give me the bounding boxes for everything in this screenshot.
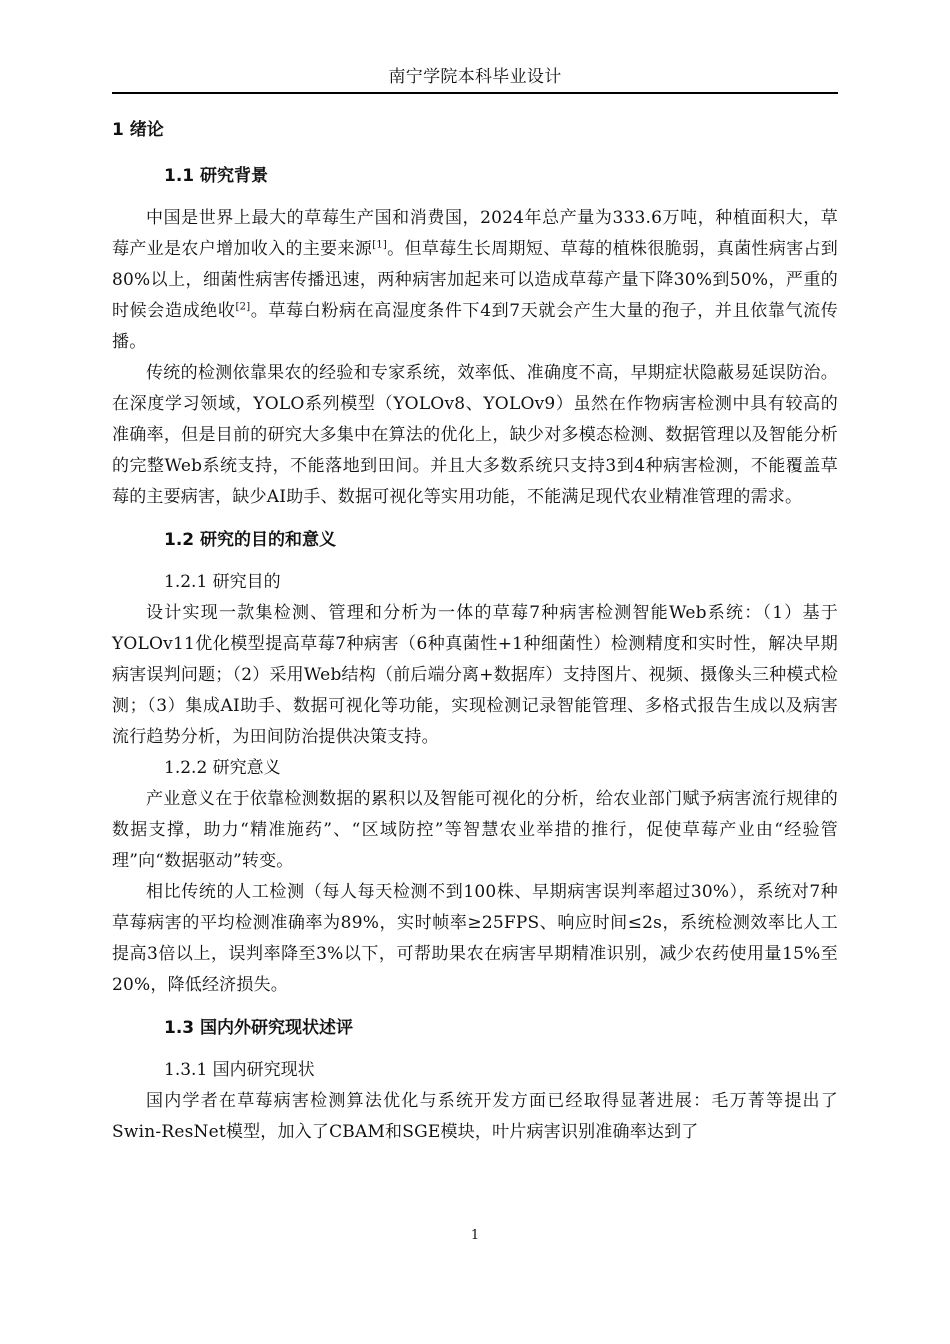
paragraph-significance-1: 产业意义在于依靠检测数据的累积以及智能可视化的分析，给农业部门赋予病害流行规律的数据支撑，助力“精准施药”、“区域防控”等智慧农业举措的推行，促使草莓产业由“经验管理”向“数据驱动”转变。 bbox=[112, 789, 838, 871]
paragraph-purpose: 设计实现一款集检测、管理和分析为一体的草莓7种病害检测智能Web系统：（1）基于YOLOv11优化模型提高草莓7种病害（6种真菌性+1种细菌性）检测精度和实时性，解决早期病害误判问题；（2）采用Web结构（前后端分离+数据库）支持图片、视频、摄像头三种模式检测；（3）集成AI助手、数据可视化等功能，实现检测记录智能管理、多格式报告生成以及病害流行趋势分析，为田间防治提供决策支持。 bbox=[112, 603, 838, 747]
page-number: 1 bbox=[470, 1228, 480, 1243]
section-heading-1-1: 1.1 研究背景 bbox=[164, 166, 269, 186]
paragraph-text: 。草莓白粉病在高湿度条件下4到7天就会产生大量的孢子，并且依靠气流传播。 bbox=[112, 301, 838, 352]
paragraph-text: 。但草莓生长周期短、草莓的植株很脆弱，真菌性病害占到80%以上，细菌性病害传播迅速，两种病害加起来可以造成草莓产量下降30%到50%，严重的时候会造成绝收 bbox=[112, 239, 839, 321]
paragraph-domestic-research: 国内学者在草莓病害检测算法优化与系统开发方面已经取得显著进展：毛万菁等提出了Swin-ResNet模型，加入了CBAM和SGE模块，叶片病害识别准确率达到了 bbox=[112, 1091, 838, 1142]
section-heading-1-2: 1.2 研究的目的和意义 bbox=[164, 530, 337, 550]
paragraph-text: 中国是世界上最大的草莓生产国和消费国，2024年总产量为333.6万吨，种植面积大，草莓产业是农户增加收入的主要来源 bbox=[112, 208, 838, 259]
paragraph-significance-2: 相比传统的人工检测（每人每天检测不到100株、早期病害误判率超过30%），系统对7种草莓病害的平均检测准确率为89%，实时帧率≥25FPS、响应时间≤2s，系统检测效率比人工提高3倍以上，误判率降至3%以下，可帮助果农在病害早期精准识别，减少农药使用量15%至20%，降低经济损失。 bbox=[112, 882, 838, 995]
citation-ref: [1] bbox=[372, 239, 387, 251]
citation-ref: [2] bbox=[235, 301, 251, 313]
page-body bbox=[112, 115, 838, 1148]
paragraph-background-1 bbox=[112, 203, 838, 358]
running-header: 南宁学院本科毕业设计 bbox=[388, 67, 562, 87]
subsection-heading-1-2-2: 1.2.2 研究意义 bbox=[164, 758, 281, 778]
paragraph-background-2: 传统的检测依靠果农的经验和专家系统，效率低、准确度不高，早期症状隐蔽易延误防治。在深度学习领域，YOLO系列模型（YOLOv8、YOLOv9）虽然在作物病害检测中具有较高的准确率，但是目前的研究大多集中在算法的优化上，缺少对多模态检测、数据管理以及智能分析的完整Web系统支持，不能落地到田间。并且大多数系统只支持3到4种病害检测，不能覆盖草莓的主要病害，缺少AI助手、数据可视化等实用功能，不能满足现代农业精准管理的需求。 bbox=[112, 363, 838, 507]
subsection-heading-1-2-1: 1.2.1 研究目的 bbox=[164, 572, 281, 592]
header-rule bbox=[112, 92, 838, 94]
chapter-title: 1 绪论 bbox=[112, 120, 164, 140]
section-heading-1-3: 1.3 国内外研究现状述评 bbox=[164, 1018, 354, 1038]
subsection-heading-1-3-1: 1.3.1 国内研究现状 bbox=[164, 1060, 315, 1080]
